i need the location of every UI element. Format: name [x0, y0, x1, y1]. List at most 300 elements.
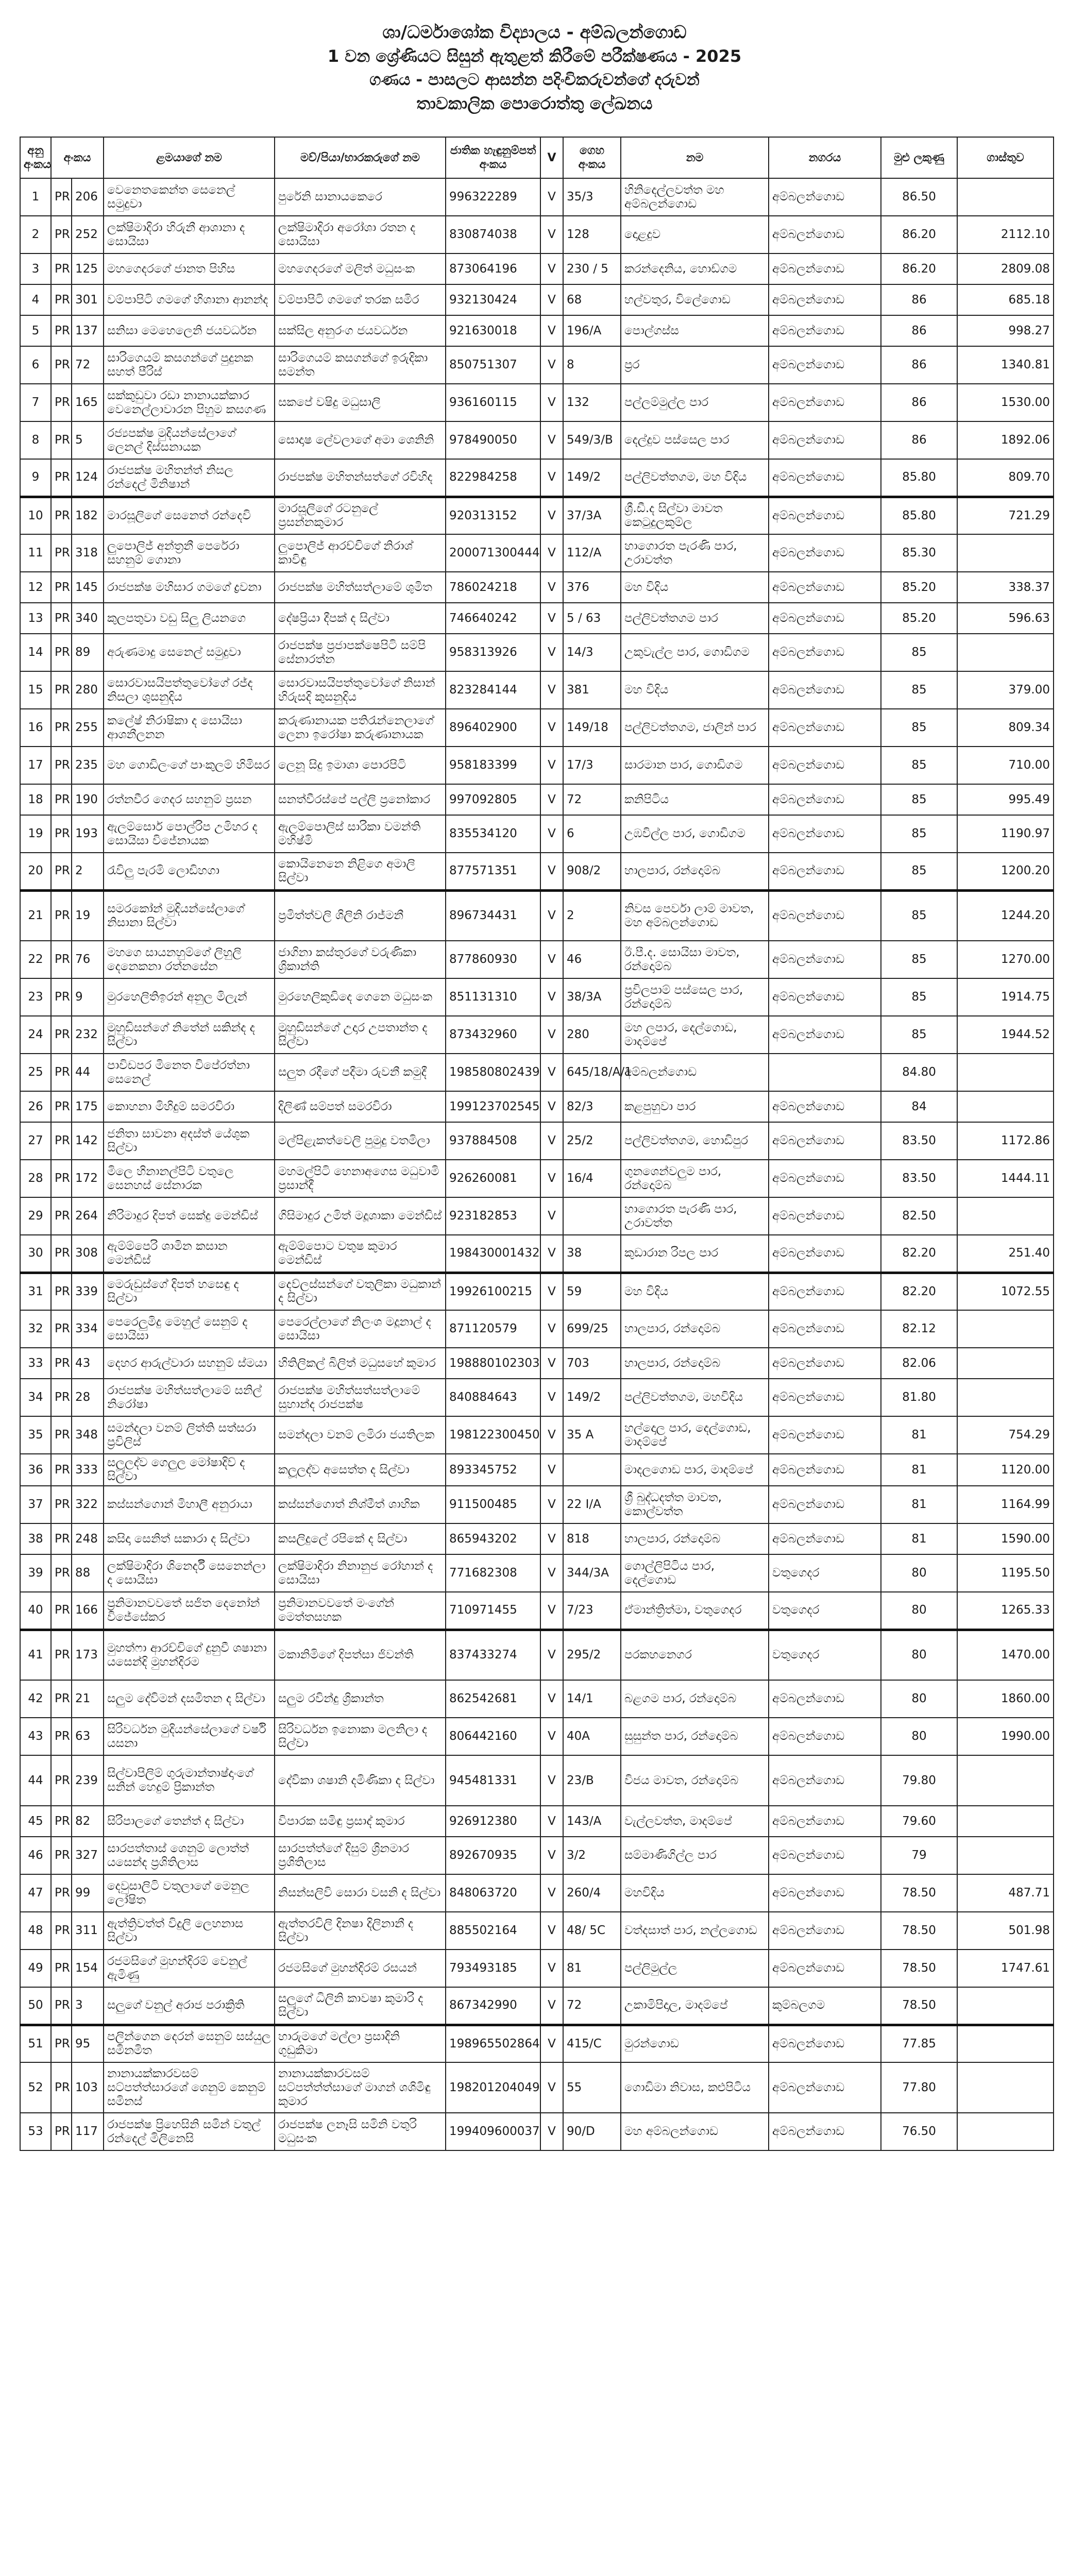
cell-parent-name: දෙව්ලස්සන්ගේ වතුලිකා මධුකාන් ද සිල්වා	[275, 1273, 446, 1310]
cell-prefix: PR	[51, 1054, 72, 1091]
col-header-serial: අනු අංකය	[20, 137, 51, 178]
cell-prefix: PR	[51, 747, 72, 784]
cell-child-name: සිරිපාලගේ තෙන්ත් ද සිල්වා	[104, 1806, 275, 1837]
cell-house-no: 149/18	[563, 709, 621, 747]
cell-fee: 2112.10	[957, 216, 1054, 253]
cell-serial-no: 19	[20, 815, 51, 853]
cell-total-marks: 81	[881, 1416, 957, 1454]
cell-child-name: නානායක්කාරවසම් සට්පත්ත්සාරශේ ශෙනුම් කෙනුම් සමිනස්	[104, 2062, 275, 2113]
cell-serial-no: 43	[20, 1718, 51, 1755]
cell-street: දොළදුව	[621, 216, 769, 253]
cell-fee: 1072.55	[957, 1273, 1054, 1310]
cell-serial-no: 48	[20, 1912, 51, 1950]
cell-city: අම්බලන්ගොඩ	[769, 1122, 881, 1160]
cell-parent-name: නිසන්සලිවි සොරා වසනි ද සිල්වා	[275, 1874, 446, 1912]
cell-parent-name: රාජපක්ෂ මහිතන්සත්ගේ රවිහිද	[275, 459, 446, 497]
cell-parent-name: දේෂප්‍රියා දීපක් ද සිල්වා	[275, 603, 446, 634]
cell-v: V	[540, 1416, 563, 1454]
cell-street: ඒමාන්ත්‍රිත්මා, වතුගෙදර	[621, 1592, 769, 1630]
table-row	[20, 572, 1054, 603]
cell-application-no: 43	[72, 1348, 104, 1379]
cell-application-no: 173	[72, 1630, 104, 1680]
cell-nic: 865943202	[446, 1523, 540, 1554]
cell-child-name: මහගෙ සායනහුම්ගේ ලිහුලි දෙනෙකනා රත්නසේන	[104, 941, 275, 978]
cell-total-marks: 79	[881, 1837, 957, 1874]
cell-street: හාලපාර, රන්දොම්බ	[621, 1348, 769, 1379]
cell-v: V	[540, 459, 563, 497]
cell-parent-name: මාරසූලිගේ රටනුලේ ප්‍රසන්නකුමාර	[275, 497, 446, 534]
cell-nic: 198122300450	[446, 1416, 540, 1454]
cell-city	[769, 1054, 881, 1091]
cell-application-no: 5	[72, 421, 104, 459]
cell-nic: 200071300444	[446, 534, 540, 572]
waiting-list-table	[20, 137, 1054, 2151]
cell-nic: 937884508	[446, 1122, 540, 1160]
cell-street: උකුවැල්ල පාර, ගොඩිගම	[621, 634, 769, 671]
cell-city: අම්බලන්ගොඩ	[769, 747, 881, 784]
cell-street: කරන්දෙනිය, හොඩ්ගම	[621, 253, 769, 284]
table-row	[20, 216, 1054, 253]
cell-serial-no: 42	[20, 1680, 51, 1718]
cell-house-no: 818	[563, 1523, 621, 1554]
cell-parent-name: ඇලම්පොලිස් සාරිකා වමන්ති මහිෂ්මි	[275, 815, 446, 853]
cell-city: අම්බලන්ගොඩ	[769, 2025, 881, 2062]
cell-house-no: 149/2	[563, 1379, 621, 1416]
school-name: ශා/ධර්මාශෝක විද්‍යාලය - අම්බලන්ගොඩ	[382, 22, 687, 43]
cell-street: මහ විදිය	[621, 1273, 769, 1310]
cell-fee: 1172.86	[957, 1122, 1054, 1160]
cell-house-no: 415/C	[563, 2025, 621, 2062]
table-row	[20, 421, 1054, 459]
cell-fee: 1270.00	[957, 941, 1054, 978]
cell-fee: 1120.00	[957, 1454, 1054, 1486]
cell-nic: 793493185	[446, 1950, 540, 1987]
cell-prefix: PR	[51, 1197, 72, 1235]
cell-fee: 995.49	[957, 784, 1054, 815]
table-row	[20, 1987, 1054, 2025]
col-header-house-no: ගෙහ අංකය	[563, 137, 621, 178]
cell-street: හල්දොල පාර, දෙල්ගොඩ, මාදම්පේ	[621, 1416, 769, 1454]
cell-parent-name: ගිසිමාදුර උමිත් මදූශාකා මෙන්ඩිස්	[275, 1197, 446, 1235]
cell-serial-no: 39	[20, 1554, 51, 1592]
table-row	[20, 1806, 1054, 1837]
cell-fee: 251.40	[957, 1235, 1054, 1273]
cell-child-name: සිරිවර්ධන මුදියන්සේලාගේ වර්ෂි යසනා	[104, 1718, 275, 1755]
cell-fee: 1164.99	[957, 1486, 1054, 1523]
table-row	[20, 941, 1054, 978]
cell-serial-no: 52	[20, 2062, 51, 2113]
cell-total-marks: 82.20	[881, 1273, 957, 1310]
cell-child-name: සාරපත්තාස් ශෙනුම් ලොත්ත් යසෙන්ද ප්‍රශිතිලාස	[104, 1837, 275, 1874]
cell-parent-name: සොදාෂ ලේවලාගේ අමා ශෙනිනි	[275, 421, 446, 459]
cell-application-no: 322	[72, 1486, 104, 1523]
cell-parent-name: රාජපක්ෂ මහිත්සත්ලාමේ ශුමිත	[275, 572, 446, 603]
cell-street: මහ විදිය	[621, 572, 769, 603]
cell-house-no: 7/23	[563, 1592, 621, 1630]
cell-total-marks: 85	[881, 671, 957, 709]
cell-nic: 840884643	[446, 1379, 540, 1416]
cell-serial-no: 53	[20, 2113, 51, 2150]
cell-prefix: PR	[51, 671, 72, 709]
cell-serial-no: 40	[20, 1592, 51, 1630]
cell-application-no: 137	[72, 315, 104, 346]
cell-house-no: 25/2	[563, 1122, 621, 1160]
cell-parent-name: රාජපක්ෂ මහිත්සත්සත්ලාමේ සුහාන්ද රාජපක්ෂ	[275, 1379, 446, 1416]
cell-city: අම්බලන්ගොඩ	[769, 216, 881, 253]
cell-nic: 198580802439	[446, 1054, 540, 1091]
cell-serial-no: 32	[20, 1310, 51, 1348]
table-row	[20, 1016, 1054, 1054]
table-row	[20, 1379, 1054, 1416]
cell-city: අම්බලන්ගොඩ	[769, 1680, 881, 1718]
cell-street: කුඩාරාන රිපල පාර	[621, 1235, 769, 1273]
table-row	[20, 384, 1054, 421]
cell-street: පල්ලිමුල්ල	[621, 1950, 769, 1987]
cell-application-no: 9	[72, 978, 104, 1016]
cell-house-no: 645/18/A/1	[563, 1054, 621, 1091]
cell-child-name: රැවිලු පැරමි ලොඩිහගා	[104, 853, 275, 890]
cell-prefix: PR	[51, 1091, 72, 1122]
cell-total-marks: 85.80	[881, 459, 957, 497]
cell-serial-no: 6	[20, 346, 51, 384]
cell-total-marks: 77.80	[881, 2062, 957, 2113]
cell-parent-name: ලෙනූ සිදු ඉමාශා පොරපිටි	[275, 747, 446, 784]
cell-v: V	[540, 1680, 563, 1718]
cell-child-name: මුහුඩිසන්ගේ නිතේන් සකින්ද ද සිල්වා	[104, 1016, 275, 1054]
cell-serial-no: 4	[20, 284, 51, 315]
cell-application-no: 340	[72, 603, 104, 634]
cell-v: V	[540, 709, 563, 747]
cell-street: මහ අම්බලන්ගොඩ	[621, 2113, 769, 2150]
cell-street: වත්දසාත් පාර, නල්ලගොඩ	[621, 1912, 769, 1950]
cell-serial-no: 29	[20, 1197, 51, 1235]
cell-house-no: 90/D	[563, 2113, 621, 2150]
cell-prefix: PR	[51, 815, 72, 853]
cell-house-no: 35 A	[563, 1416, 621, 1454]
cell-street: ශ්‍රී.ඩී.ද සිල්වා මාවත කෙටුදුලකුම්ල	[621, 497, 769, 534]
cell-application-no: 124	[72, 459, 104, 497]
col-header-child-name: ළමයාගේ නම	[104, 137, 275, 178]
cell-house-no: 143/A	[563, 1806, 621, 1837]
table-row	[20, 853, 1054, 890]
cell-v: V	[540, 978, 563, 1016]
cell-prefix: PR	[51, 1874, 72, 1912]
cell-parent-name: ලක්ෂිමාදිරා නිනානුජ රෝහාන් ද සොයිසා	[275, 1554, 446, 1592]
cell-nic: 198201204049	[446, 2062, 540, 2113]
cell-parent-name: සනත්වීරස්පේ පල්ලි ප්‍රනෝකාර	[275, 784, 446, 815]
cell-child-name: වෙනෙතකෙන්ත සෙනෙල් සමුදුවා	[104, 178, 275, 216]
cell-street: පල්ලිවත්තගම, මහ විදිය	[621, 459, 769, 497]
cell-house-no: 703	[563, 1348, 621, 1379]
cell-total-marks: 80	[881, 1630, 957, 1680]
cell-serial-no: 18	[20, 784, 51, 815]
cell-parent-name: සලුම රවින්දු ශ්‍රිකාන්ත	[275, 1680, 446, 1718]
cell-street: දෙල්දුව පස්සෙල පාර	[621, 421, 769, 459]
table-row	[20, 1837, 1054, 1874]
cell-v: V	[540, 572, 563, 603]
cell-total-marks: 76.50	[881, 2113, 957, 2150]
cell-application-no: 95	[72, 2025, 104, 2062]
cell-application-no: 117	[72, 2113, 104, 2150]
cell-v: V	[540, 346, 563, 384]
table-row	[20, 2025, 1054, 2062]
cell-city: අම්බලන්ගොඩ	[769, 1016, 881, 1054]
cell-street: හිනිදෙල්ලවත්ත මහ අම්බලන්ගොඩ	[621, 178, 769, 216]
cell-house-no: 908/2	[563, 853, 621, 890]
cell-v: V	[540, 671, 563, 709]
cell-total-marks: 79.80	[881, 1755, 957, 1806]
cell-house-no: 8	[563, 346, 621, 384]
cell-total-marks: 85	[881, 815, 957, 853]
cell-child-name: මාරසූලිගේ සෙනෙත් රන්දෙවි	[104, 497, 275, 534]
document-header	[0, 21, 1069, 115]
cell-application-no: 327	[72, 1837, 104, 1874]
cell-house-no: 112/A	[563, 534, 621, 572]
cell-serial-no: 15	[20, 671, 51, 709]
cell-nic: 837433274	[446, 1630, 540, 1680]
cell-house-no: 14/3	[563, 634, 621, 671]
cell-house-no	[563, 1197, 621, 1235]
cell-v: V	[540, 1630, 563, 1680]
cell-prefix: PR	[51, 941, 72, 978]
cell-parent-name: රාජපක්ෂ ප්‍රජාපක්ෂෙපිටි සම්පි සේනාරත්න	[275, 634, 446, 671]
cell-city: අම්බලන්ගොඩ	[769, 1486, 881, 1523]
cell-street: බළගම පාර, රන්දොම්බ	[621, 1680, 769, 1718]
cell-v: V	[540, 815, 563, 853]
cell-house-no: 376	[563, 572, 621, 603]
cell-prefix: PR	[51, 346, 72, 384]
cell-street: ප්‍රර	[621, 346, 769, 384]
cell-parent-name: සලුත රදීගේ පදීමා රුවනී කමුදී	[275, 1054, 446, 1091]
cell-parent-name: සාරිගෙයම් කසගන්ගේ ඉරුදිකා සමන්ත	[275, 346, 446, 384]
cell-child-name: ඇම්ම්පෙරි ශාමින කසාන මෙන්ඩිස්	[104, 1235, 275, 1273]
cell-total-marks: 78.50	[881, 1987, 957, 2025]
cell-house-no: 48/ 5C	[563, 1912, 621, 1950]
cell-prefix: PR	[51, 1806, 72, 1837]
table-row	[20, 1950, 1054, 1987]
cell-street: පල්ලම්මුල්ල පාර	[621, 384, 769, 421]
cell-nic: 885502164	[446, 1912, 540, 1950]
cell-v: V	[540, 941, 563, 978]
cell-house-no: 82/3	[563, 1091, 621, 1122]
cell-child-name: මෙරුඩුස්ගේ දිපත් හසෙඳු ද සිල්වා	[104, 1273, 275, 1310]
cell-child-name: අරුණමාදු සෙනෙල් සමුදුවා	[104, 634, 275, 671]
cell-city: අම්බලන්ගොඩ	[769, 1454, 881, 1486]
cell-child-name: මිලෙ හිනානල්පිටි වතුලෙ සෙනහස් සේනාරක	[104, 1160, 275, 1197]
cell-city: අම්බලන්ගොඩ	[769, 709, 881, 747]
cell-v: V	[540, 384, 563, 421]
cell-child-name: පෙරෙලුමිදු මෙහුල් සෙනුම් ද සොයිසා	[104, 1310, 275, 1348]
cell-v: V	[540, 421, 563, 459]
cell-application-no: 28	[72, 1379, 104, 1416]
cell-city: අම්බලන්ගොඩ	[769, 1718, 881, 1755]
cell-parent-name: මකානිමිගේ දිපත්සා ජිවන්ති	[275, 1630, 446, 1680]
cell-nic: 848063720	[446, 1874, 540, 1912]
cell-nic: 786024218	[446, 572, 540, 603]
cell-application-no: 239	[72, 1755, 104, 1806]
cell-parent-name: විපාරක සමිඳු ප්‍රසාද් කුමාර	[275, 1806, 446, 1837]
table-row	[20, 284, 1054, 315]
cell-application-no: 82	[72, 1806, 104, 1837]
cell-house-no: 260/4	[563, 1874, 621, 1912]
cell-v: V	[540, 315, 563, 346]
cell-nic: 893345752	[446, 1454, 540, 1486]
cell-prefix: PR	[51, 634, 72, 671]
cell-street: කළපුහුවා පාර	[621, 1091, 769, 1122]
cell-application-no: 248	[72, 1523, 104, 1554]
cell-parent-name: රජමසිගේ මුහන්දිරම් රසයන්	[275, 1950, 446, 1987]
table-row	[20, 1874, 1054, 1912]
cell-parent-name: පුරේනි සානායකෙරෙ	[275, 178, 446, 216]
cell-serial-no: 44	[20, 1755, 51, 1806]
cell-nic: 877860930	[446, 941, 540, 978]
cell-v: V	[540, 1806, 563, 1837]
cell-street: කනිපිටිය	[621, 784, 769, 815]
cell-v: V	[540, 1718, 563, 1755]
cell-fee: 1990.00	[957, 1718, 1054, 1755]
cell-parent-name: කස්සන්ගොත් නිශ්මීත් ශාහික	[275, 1486, 446, 1523]
cell-serial-no: 21	[20, 890, 51, 941]
cell-total-marks: 81	[881, 1486, 957, 1523]
cell-street: උඹවිල්ල පාර, ගොඩිගම	[621, 815, 769, 853]
table-row	[20, 346, 1054, 384]
table-row	[20, 1416, 1054, 1454]
table-row	[20, 978, 1054, 1016]
cell-total-marks: 85	[881, 1016, 957, 1054]
cell-nic: 873064196	[446, 253, 540, 284]
cell-v: V	[540, 1160, 563, 1197]
cell-fee	[957, 1197, 1054, 1235]
cell-fee: 998.27	[957, 315, 1054, 346]
cell-prefix: PR	[51, 1987, 72, 2025]
cell-serial-no: 45	[20, 1806, 51, 1837]
cell-application-no: 166	[72, 1592, 104, 1630]
cell-v: V	[540, 1837, 563, 1874]
cell-nic: 746640242	[446, 603, 540, 634]
cell-fee: 487.71	[957, 1874, 1054, 1912]
cell-application-no: 235	[72, 747, 104, 784]
cell-parent-name: හිතිලිකල් බිලිත් මධුසහේ කුමාර	[275, 1348, 446, 1379]
cell-prefix: PR	[51, 216, 72, 253]
cell-city: අම්බලන්ගොඩ	[769, 1379, 881, 1416]
cell-child-name: රජ්‍යපක්ෂ මුදියන්සේලාගේ ලෙනල් දිස්සනායක	[104, 421, 275, 459]
cell-parent-name: සාරපත්ත්ගේ දිසුම් ශ්‍රිනමාර ප්‍රශිතිලාස	[275, 1837, 446, 1874]
cell-city: අම්බලන්ගොඩ	[769, 384, 881, 421]
cell-street: මාදලගොඩ පාර, මාදම්පේ	[621, 1454, 769, 1486]
cell-fee: 1190.97	[957, 815, 1054, 853]
cell-prefix: PR	[51, 1755, 72, 1806]
cell-application-no: 339	[72, 1273, 104, 1310]
cell-total-marks: 86.50	[881, 178, 957, 216]
cell-city: අම්බලන්ගොඩ	[769, 1416, 881, 1454]
cell-prefix: PR	[51, 1486, 72, 1523]
cell-house-no: 230 / 5	[563, 253, 621, 284]
table-row	[20, 1235, 1054, 1273]
cell-nic: 867342990	[446, 1987, 540, 2025]
cell-child-name: සාරිගෙයම් කසගන්ගේ පුදුනක සහත් පීරිස්	[104, 346, 275, 384]
cell-fee: 1530.00	[957, 384, 1054, 421]
table-row	[20, 497, 1054, 534]
cell-serial-no: 47	[20, 1874, 51, 1912]
cell-house-no: 196/A	[563, 315, 621, 346]
cell-total-marks: 83.50	[881, 1122, 957, 1160]
cell-total-marks: 78.50	[881, 1874, 957, 1912]
cell-total-marks: 84.80	[881, 1054, 957, 1091]
cell-serial-no: 46	[20, 1837, 51, 1874]
cell-fee	[957, 1054, 1054, 1091]
cell-serial-no: 13	[20, 603, 51, 634]
cell-street: සාරමාන පාර, ගොඩිගම	[621, 747, 769, 784]
cell-v: V	[540, 890, 563, 941]
cell-nic: 199409600037	[446, 2113, 540, 2150]
cell-nic: 896734431	[446, 890, 540, 941]
cell-parent-name: සොරවාසයිපත්තුවෝගේ නිසාන් හිරුසදි කුසනුදිය	[275, 671, 446, 709]
cell-application-no: 99	[72, 1874, 104, 1912]
cell-city: අම්බලන්ගොඩ	[769, 603, 881, 634]
cell-parent-name: ඇම්ම්පොට වතුෂ කුමාර මෙන්ඩිස්	[275, 1235, 446, 1273]
cell-child-name: රජමසිගේ මුහන්දිරම් වෙනුල් ඇමිණු	[104, 1950, 275, 1987]
cell-v: V	[540, 1523, 563, 1554]
cell-prefix: PR	[51, 534, 72, 572]
cell-serial-no: 49	[20, 1950, 51, 1987]
cell-v: V	[540, 1912, 563, 1950]
cell-fee: 721.29	[957, 497, 1054, 534]
cell-prefix: PR	[51, 1454, 72, 1486]
cell-prefix: PR	[51, 1348, 72, 1379]
cell-house-no: 2	[563, 890, 621, 941]
cell-application-no: 2	[72, 853, 104, 890]
cell-fee: 1195.50	[957, 1554, 1054, 1592]
cell-child-name: කොහනා මිහිදුම් සමරවිරා	[104, 1091, 275, 1122]
cell-application-no: 19	[72, 890, 104, 941]
cell-prefix: PR	[51, 784, 72, 815]
cell-city: අම්බලන්ගොඩ	[769, 1091, 881, 1122]
cell-application-no: 175	[72, 1091, 104, 1122]
cell-nic: 945481331	[446, 1755, 540, 1806]
cell-total-marks: 82.12	[881, 1310, 957, 1348]
table-body	[20, 178, 1054, 2150]
cell-total-marks: 82.20	[881, 1235, 957, 1273]
cell-prefix: PR	[51, 709, 72, 747]
cell-fee: 1244.20	[957, 890, 1054, 941]
cell-serial-no: 2	[20, 216, 51, 253]
cell-child-name: රාජපක්ෂ මහිත්සත්ලාමේ සනිල් නිරෝෂා	[104, 1379, 275, 1416]
cell-nic: 926260081	[446, 1160, 540, 1197]
list-title: තාවකාලික පොරොත්තු ලේඛනය	[416, 93, 653, 113]
cell-city: අම්බලන්ගොඩ	[769, 1235, 881, 1273]
cell-parent-name: කරුණානායක පතිරැන්නෙලාගේ ලෙනා ඉරෝෂා කරුණානායක	[275, 709, 446, 747]
cell-house-no: 17/3	[563, 747, 621, 784]
cell-application-no: 206	[72, 178, 104, 216]
cell-house-no: 6	[563, 815, 621, 853]
cell-serial-no: 33	[20, 1348, 51, 1379]
cell-prefix: PR	[51, 421, 72, 459]
table-row	[20, 2113, 1054, 2150]
cell-prefix: PR	[51, 1523, 72, 1554]
cell-parent-name: දේවිකා ශෂානි දමිණිකා ද සිල්වා	[275, 1755, 446, 1806]
cell-child-name: රාජපක්ෂ ප්‍රිහෙසිනි සමින් වතුල් රන්දෙල් මිලිනෙසි	[104, 2113, 275, 2150]
cell-city: අම්බලන්ගොඩ	[769, 178, 881, 216]
cell-city: අම්බලන්ගොඩ	[769, 1523, 881, 1554]
cell-prefix: PR	[51, 1912, 72, 1950]
cell-street: හල්වතුර, විලේගොඩ	[621, 284, 769, 315]
cell-application-no: 334	[72, 1310, 104, 1348]
cell-child-name: සොරවාසයිපත්තුවෝගේ රජ්ද නිසලා ශුසනුදිය	[104, 671, 275, 709]
cell-serial-no: 10	[20, 497, 51, 534]
cell-total-marks: 78.50	[881, 1912, 957, 1950]
cell-city: අම්බලන්ගොඩ	[769, 671, 881, 709]
table-row	[20, 1197, 1054, 1235]
